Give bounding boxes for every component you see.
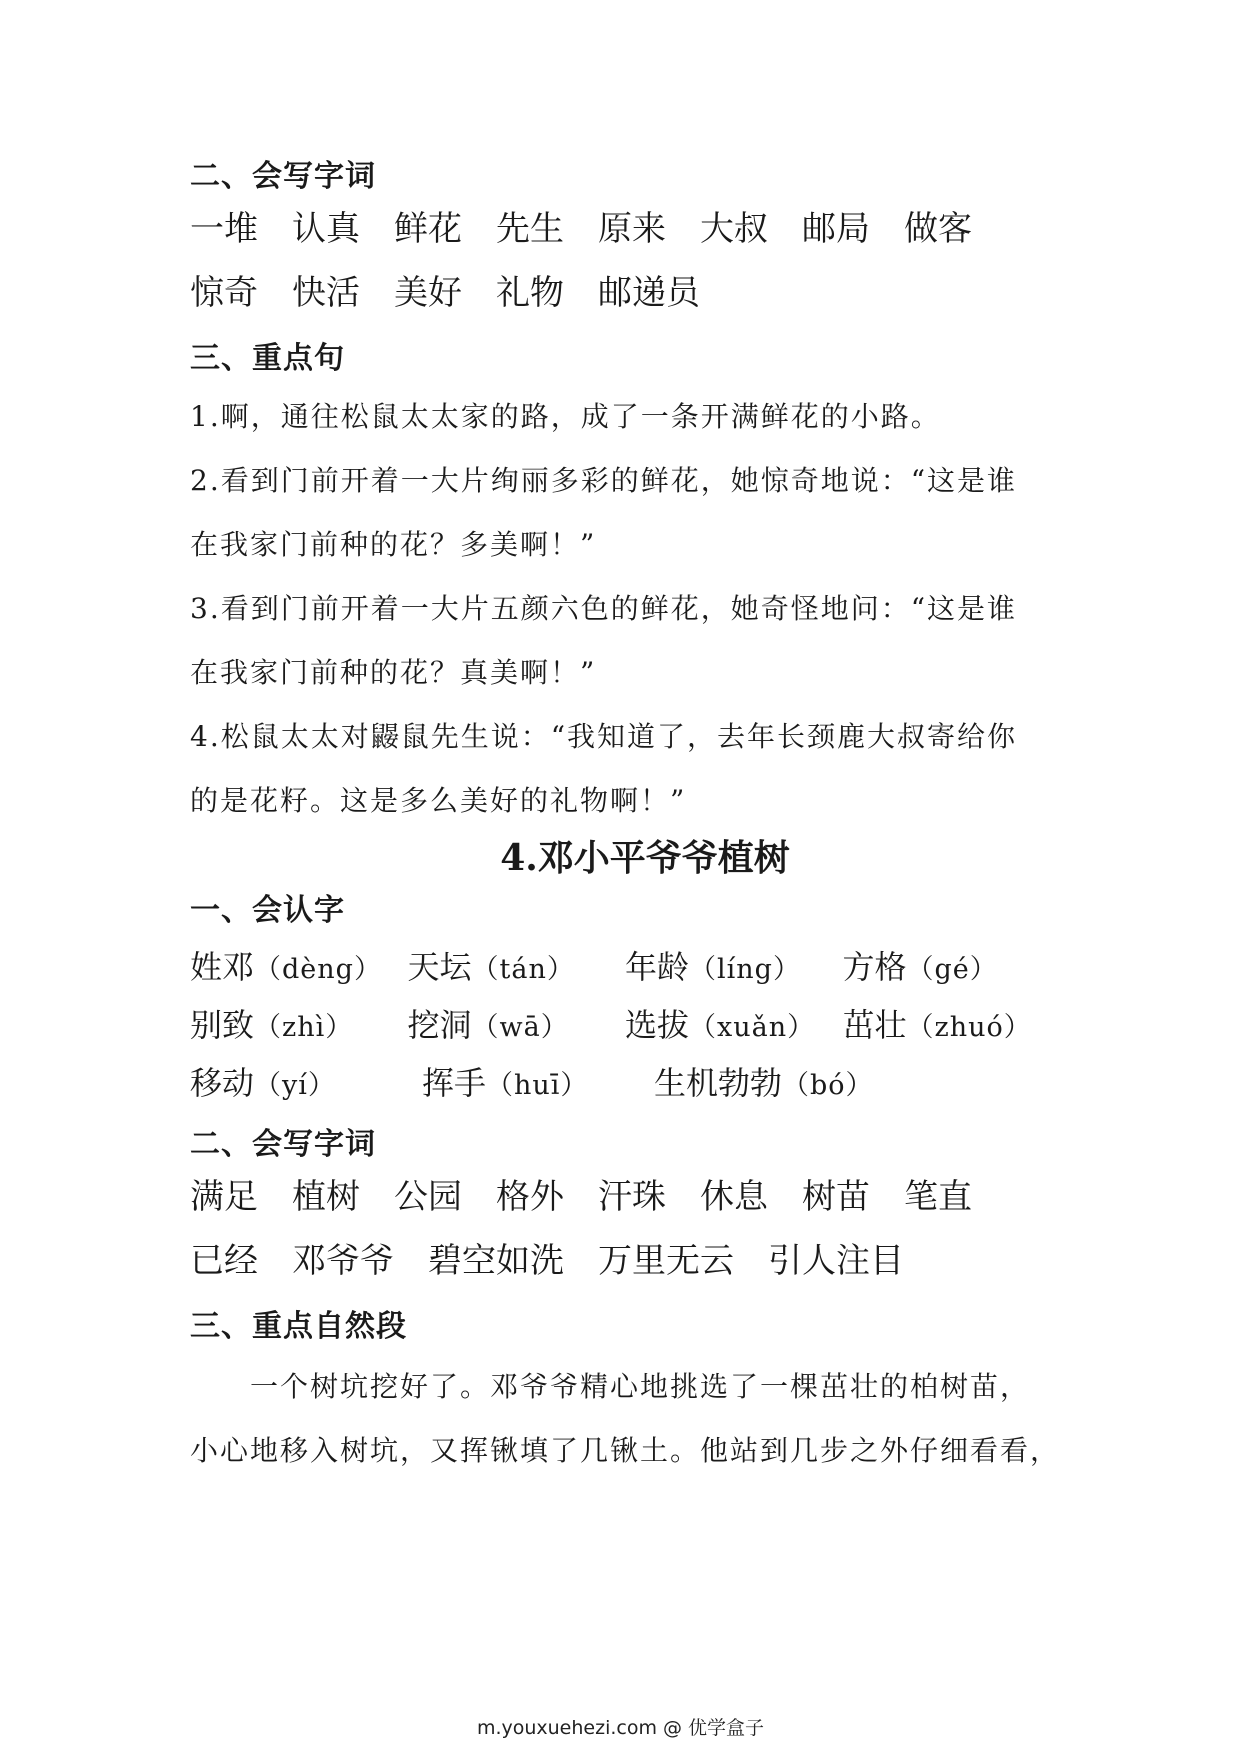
paragraph-line: 小心地移入树坑，又挥锹填了几锹土。他站到几步之外仔细看看， <box>190 1434 1061 1467</box>
pinyin-row <box>190 1004 1060 1046</box>
pinyin-word: 方格 <box>842 948 907 986</box>
word: 大叔 <box>700 209 768 249</box>
read-chars-heading: 一、会认字 <box>190 893 345 928</box>
pinyin-word: 选拔 <box>625 1006 690 1044</box>
word: 满足 <box>190 1177 258 1217</box>
word: 引人注目 <box>768 1241 904 1281</box>
pinyin-item <box>625 1004 843 1046</box>
word: 碧空如洗 <box>428 1241 564 1281</box>
word: 休息 <box>700 1177 768 1217</box>
word: 鲜花 <box>394 209 462 249</box>
word: 邮局 <box>802 209 870 249</box>
pinyin-row <box>190 946 1060 988</box>
pinyin-text: （líng） <box>689 954 801 985</box>
word: 已经 <box>190 1241 258 1281</box>
word: 公园 <box>394 1177 462 1217</box>
lesson-title: 4.邓小平爷爷植树 <box>500 837 790 879</box>
write-words-row-2 <box>190 272 1060 314</box>
word: 笔直 <box>904 1177 972 1217</box>
write-words-heading: 二、会写字词 <box>190 1127 376 1162</box>
pinyin-word: 别致 <box>190 1006 255 1044</box>
sentence-line: 3.看到门前开着一大片五颜六色的鲜花，她奇怪地问：“这是谁 <box>190 592 1018 625</box>
sentence-line: 4.松鼠太太对鼹鼠先生说：“我知道了，去年长颈鹿大叔寄给你 <box>190 720 1018 753</box>
word: 植树 <box>292 1177 360 1217</box>
pinyin-text: （wā） <box>471 1012 569 1043</box>
pinyin-item <box>190 1062 422 1104</box>
pinyin-item <box>190 946 408 988</box>
pinyin-item <box>843 1004 1061 1046</box>
word: 礼物 <box>496 273 564 313</box>
word: 树苗 <box>802 1177 870 1217</box>
word: 快活 <box>292 273 360 313</box>
word: 一堆 <box>190 209 258 249</box>
pinyin-item <box>408 946 626 988</box>
pinyin-word: 茁壮 <box>842 1006 907 1044</box>
pinyin-item <box>408 1004 626 1046</box>
word: 先生 <box>496 209 564 249</box>
word: 惊奇 <box>190 273 258 313</box>
word: 格外 <box>496 1177 564 1217</box>
pinyin-text: （dèng） <box>254 954 382 985</box>
word: 邓爷爷 <box>292 1241 394 1281</box>
pinyin-word: 挖洞 <box>407 1006 472 1044</box>
pinyin-item <box>422 1062 654 1104</box>
pinyin-word: 天坛 <box>407 948 472 986</box>
sentence-line: 在我家门前种的花？多美啊！” <box>190 528 597 561</box>
sentence-line: 的是花籽。这是多么美好的礼物啊！” <box>190 784 687 817</box>
word: 美好 <box>394 273 462 313</box>
page-content <box>190 160 1060 1468</box>
pinyin-text: （yí） <box>254 1070 336 1101</box>
pinyin-word: 姓邓 <box>190 948 255 986</box>
pinyin-text: （huī） <box>486 1070 589 1101</box>
word: 万里无云 <box>598 1241 734 1281</box>
sentence-line: 1.啊，通往松鼠太太家的路，成了一条开满鲜花的小路。 <box>190 400 941 433</box>
footer-watermark: m.youxuehezi.com @ 优学盒子 <box>476 1717 765 1739</box>
pinyin-word: 移动 <box>190 1064 255 1102</box>
word: 认真 <box>292 209 360 249</box>
pinyin-item <box>843 946 1061 988</box>
word: 邮递员 <box>598 273 700 313</box>
pinyin-text: （bó） <box>782 1070 874 1101</box>
pinyin-item <box>625 946 843 988</box>
pinyin-row <box>190 1062 1060 1104</box>
write-words-row-1 <box>190 1176 1060 1218</box>
pinyin-text: （zhì） <box>254 1012 354 1043</box>
pinyin-text: （tán） <box>471 954 575 985</box>
word: 原来 <box>598 209 666 249</box>
write-words-heading: 二、会写字词 <box>190 159 376 194</box>
pinyin-word: 挥手 <box>422 1064 487 1102</box>
pinyin-word: 生机勃勃 <box>654 1064 783 1102</box>
paragraph-line: 一个树坑挖好了。邓爷爷精心地挑选了一棵茁壮的柏树苗， <box>190 1370 1031 1403</box>
pinyin-text: （zhuó） <box>906 1012 1032 1043</box>
pinyin-text: （xuǎn） <box>689 1012 816 1043</box>
pinyin-text: （gé） <box>906 954 998 985</box>
pinyin-word: 年龄 <box>625 948 690 986</box>
word: 汗珠 <box>598 1177 666 1217</box>
write-words-row-2 <box>190 1240 1060 1282</box>
write-words-row-1 <box>190 208 1060 250</box>
sentence-line: 在我家门前种的花？真美啊！” <box>190 656 597 689</box>
sentence-line: 2.看到门前开着一大片绚丽多彩的鲜花，她惊奇地说：“这是谁 <box>190 464 1018 497</box>
key-sentences-heading: 三、重点句 <box>190 341 345 376</box>
pinyin-item <box>654 1062 954 1104</box>
word: 做客 <box>904 209 972 249</box>
key-paragraph-heading: 三、重点自然段 <box>190 1309 407 1344</box>
pinyin-item <box>190 1004 408 1046</box>
